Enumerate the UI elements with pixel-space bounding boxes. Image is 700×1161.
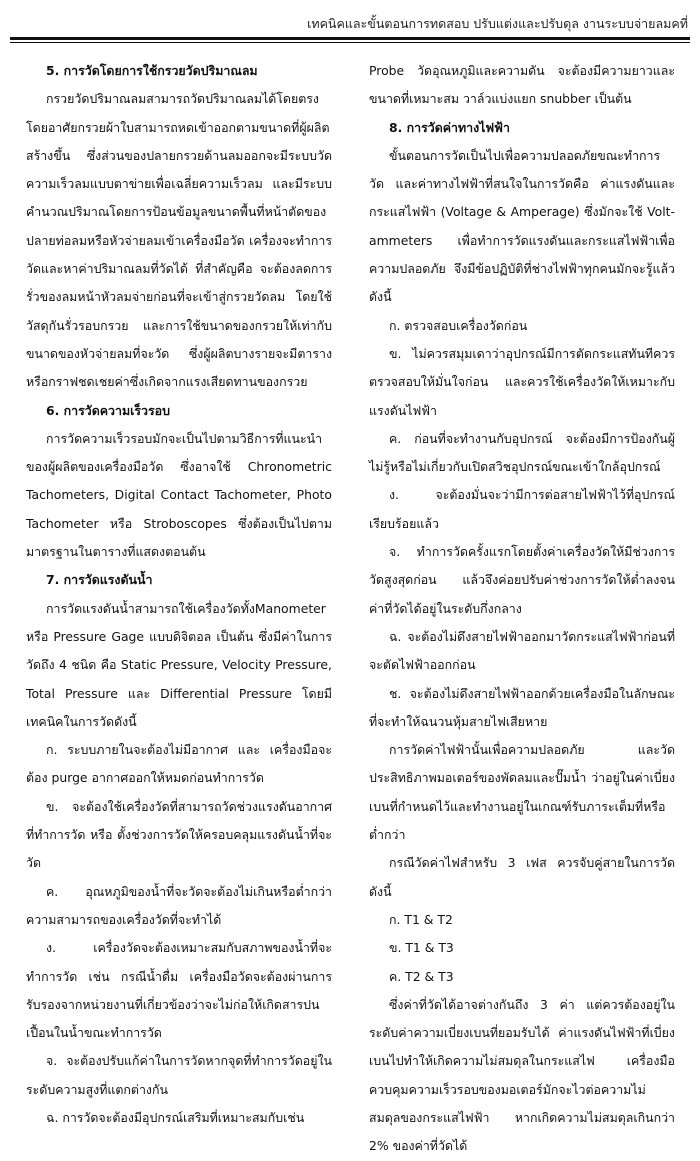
list-item: ข. T1 & T3	[389, 940, 454, 956]
list-item: จ. ทำการวัดครั้งแรกโดยตั้งค่าเครื่องวัดให้มีช่วงการวัดสูงสุดก่อน แล้วจึงค่อยปรับค่าช่วงการวัดให้ต่ำลงจนค่าที่วัดได้อยู่ในระดับกึ่งกลาง	[369, 544, 675, 616]
list-item: ง. จะต้องมั่นจะว่ามีการต่อสายไฟฟ้าไว้ที่อุปกรณ์เรียบร้อยแล้ว	[369, 487, 675, 531]
list-item: ค. อุณหภูมิของน้ำที่จะวัดจะต้องไม่เกินหรือต่ำกว่าความสามารถของเครื่องวัดที่จะทำได้	[26, 883, 332, 927]
body-paragraph: ซึ่งค่าที่วัดได้อาจต่างกันถึง 3 ค่า แต่ควรต้องอยู่ในระดับค่าความเบี่ยงเบนที่ยอมรับได้ ค่าแรงดันไฟฟ้าที่เบี่ยงเบนไปทำให้เกิดความไม่สมดุลในกระแสไฟ เครื่องมือควบคุมความเร็วรอบของมอเตอร์มักจะไวต่อความไม่สมดุลของกระแสไฟฟ้า หากเกิดความไม่สมดุลเกินกว่า 2% ของค่าที่วัดได้	[369, 996, 675, 1154]
list-item: ข. จะต้องใช้เครื่องวัดที่สามารถวัดช่วงแรงดันอากาศที่ทำการวัด หรือ ตั้งช่วงการวัดให้ครอบคลุมแรงดันน้ำที่จะวัด	[26, 798, 332, 871]
body-paragraph: การวัดความเร็วรอบมักจะเป็นไปตามวิธีการที่แนะนำของผู้ผลิตของเครื่องมือวัด ซึ่งอาจใช้ Chronometric Tachometers, Digital Contact Tachometer, Photo Tachometer หรือ Stroboscopes ซึ่งต้องเป็นไปตามมาตรฐานในตารางที่แสดงตอนต้น	[26, 430, 332, 560]
list-item: ก. ระบบภายในจะต้องไม่มีอากาศ และ เครื่องมือจะต้อง purge อากาศออกให้หมดก่อนทำการวัด	[26, 742, 332, 786]
body-paragraph: กรณีวัดค่าไฟสำหรับ 3 เฟส ควรจับคู่สายในการวัดดังนี้	[369, 855, 675, 899]
continued-paragraph: Probe วัดอุณหภูมิและความดัน จะต้องมีความยาวและขนาดที่เหมาะสม วาล์วแบ่งแยก snubber เป็นต้น	[369, 63, 675, 107]
section-heading: 8. การวัดค่าทางไฟฟ้า	[389, 119, 510, 135]
section-heading: 5. การวัดโดยการใช้กรวยวัดปริมาณลม	[46, 63, 258, 78]
running-header-title: เทคนิคและขั้นตอนการทดสอบ ปรับแต่งและปรับดุล งานระบบจ่ายลมคที่	[307, 16, 688, 31]
list-item: ค. ก่อนที่จะทำงานกับอุปกรณ์ จะต้องมีการป้องกันผู้ไม่รู้หรือไม่เกี่ยวกับเปิดสวิชอุปกรณ์ขณะเข้าใกล้อุปกรณ์	[369, 430, 675, 475]
list-item: ก. ตรวจสอบเครื่องวัดก่อน	[389, 317, 528, 333]
header-rule-thick	[10, 37, 690, 40]
list-item: ค. T2 & T3	[389, 968, 454, 984]
list-item: ง. เครื่องวัดจะต้องเหมาะสมกับสภาพของน้ำที่จะทำการวัด เช่น กรณีน้ำดื่ม เครื่องมือวัดจะต้องผ่านการรับรองจากหน่วยงานที่เกี่ยวข้องว่าจะไม่ก่อให้เกิดสารปนเปื้อนในน้ำขณะทำการวัด	[26, 940, 332, 1041]
list-item: ฉ. การวัดจะต้องมีอุปกรณ์เสริมที่เหมาะสมกับเช่น	[46, 1109, 305, 1125]
list-item: ก. T1 & T2	[389, 911, 453, 927]
list-item: ฉ. จะต้องไม่ดึงสายไฟฟ้าออกมาวัดกระแสไฟฟ้าก่อนที่จะตัดไฟฟ้าออกก่อน	[369, 628, 675, 673]
list-item: ช. จะต้องไม่ดึงสายไฟฟ้าออกด้วยเครื่องมือในลักษณะที่จะทำให้ฉนวนหุ้มสายไฟเสียหาย	[369, 685, 675, 729]
left-column	[26, 57, 332, 1132]
page-header	[0, 0, 700, 44]
section-heading: 6. การวัดความเร็วรอบ	[46, 402, 170, 418]
header-rule-thin	[10, 42, 690, 43]
body-paragraph: การวัดแรงดันน้ำสามารถใช้เครื่องวัดทั้งManometer หรือ Pressure Gage แบบดิจิตอล เป็นต้น ซึ่งมีค่าในการวัดถึง 4 ชนิด คือ Static Pressure, Velocity Pressure, Total Pressure และ Differential Pressure โดยมีเทคนิคในการวัดดังนี้	[26, 600, 332, 729]
list-item: จ. จะต้องปรับแก้ค่าในการวัดหากจุดที่ทำการวัดอยู่ในระดับความสูงที่แตกต่างกัน	[26, 1053, 332, 1097]
section-heading: 7. การวัดแรงดันน้ำ	[46, 572, 153, 588]
body-paragraph: กรวยวัดปริมาณลมสามารถวัดปริมาณลมได้โดยตรง โดยอาศัยกรวยผ้าใบสามารถหดเข้าออกตามขนาดที่ผู้ผลิตสร้างขึ้น ซึ่งส่วนของปลายกรวยด้านลมออกจะมีระบบวัดความเร็วลมแบบตาข่ายเพื่อเฉลี่ยความเร็วลม และมีระบบคำนวณปริมาณโดยการป้อนข้อมูลขนาดพื้นที่หน้าตัดของปลายท่อลมหรือหัวจ่ายลมเข้าเครื่องมือวัด เครื่องจะทำการวัดและหาค่าปริมาณลมที่วัดได้ ที่สำคัญคือ จะต้องลดการรั่วของลมหน้าหัวลมจ่ายก่อนที่จะเข้าสู่กรวยวัดลม โดยใช้วัสดุกันรั่วรอบกรวย และการใช้ขนาดของกรวยให้เท่ากับขนาดของหัวจ่ายลมที่จะวัด ซึ่งผู้ผลิตบางรายจะมีตารางหรือกราฟชดเชยค่าซึ่งเกิดจากแรงเสียดทานของกรวย	[26, 91, 332, 390]
body-paragraph: การวัดค่าไฟฟ้านั้นเพื่อความปลอดภัย และวัดประสิทธิภาพมอเตอร์ของพัดลมและปั๊มน้ำ ว่าอยู่ในค่าเบี่ยงเบนที่กำหนดไว้และทำงานอยู่ในเกณฑ์รับภาระเต็มที่หรือต่ำกว่า	[369, 742, 675, 843]
body-paragraph: ขั้นตอนการวัดเป็นไปเพื่อความปลอดภัยขณะทำการวัด และค่าทางไฟฟ้าที่สนใจในการวัดคือ ค่าแรงดันและกระแสไฟฟ้า (Voltage & Amperage) ซึ่งมักจะใช้ Volt-ammeters เพื่อทำการวัดแรงดันและกระแสไฟฟ้าเพื่อความปลอดภัย จึงมีข้อปฏิบัติที่ช่างไฟฟ้าทุกคนมักจะรู้แล้วดังนี้	[369, 147, 675, 305]
right-column	[369, 57, 675, 1161]
list-item: ข. ไม่ควรสมุมเดาว่าอุปกรณ์มีการตัดกระแสทันทีควรตรวจสอบให้มั่นใจก่อน และควรใช้เครื่องวัดให้เหมาะกับแรงดันไฟฟ้า	[369, 345, 675, 418]
